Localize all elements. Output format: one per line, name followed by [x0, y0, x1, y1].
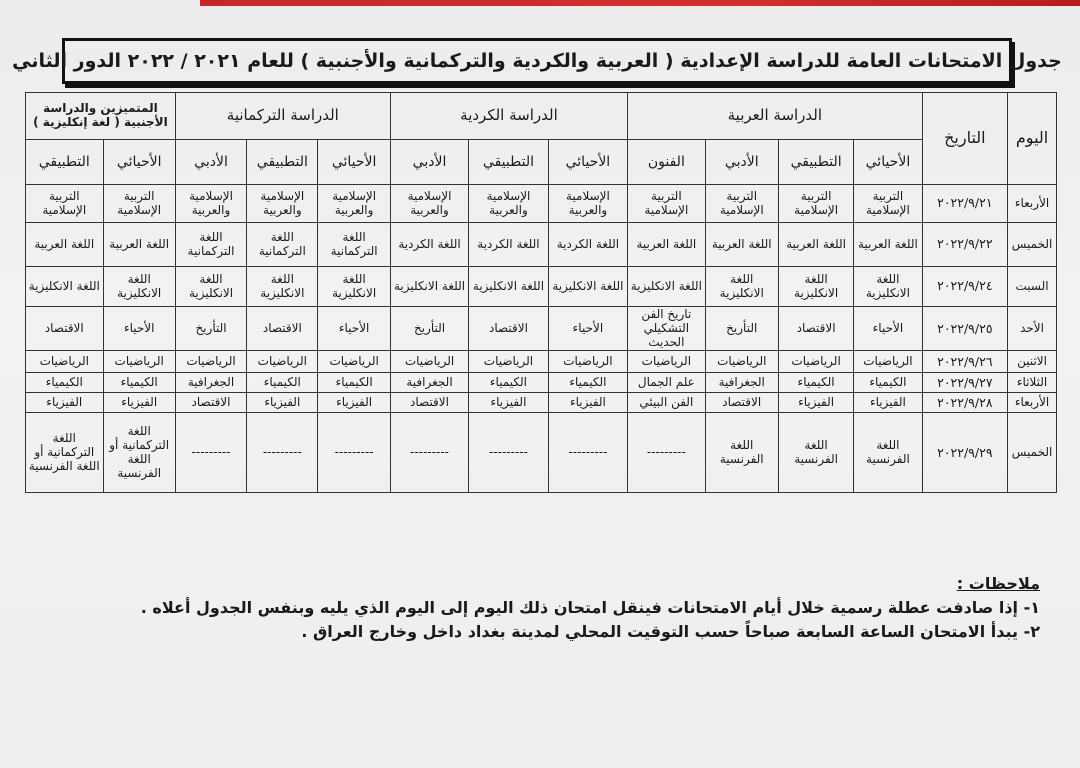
subject-cell: الإسلامية والعربية: [318, 185, 390, 223]
header-group-kurdish: الدراسة الكردية: [390, 93, 627, 140]
subject-cell: الفيزياء: [26, 393, 104, 413]
row-date: ٢٠٢٢/٩/٢٤: [922, 267, 1008, 307]
row-date: ٢٠٢٢/٩/٢٨: [922, 393, 1008, 413]
subject-cell: الفيزياء: [548, 393, 627, 413]
subject-cell: اللغة الكردية: [469, 223, 548, 267]
subject-cell: اللغة التركمانية: [247, 223, 318, 267]
header-branch: الأحيائي: [103, 140, 175, 185]
exam-schedule-table: [25, 92, 1057, 493]
subject-cell: الرياضيات: [318, 351, 390, 373]
subject-cell: اللغة الانكليزية: [103, 267, 175, 307]
subject-cell: اللغة الانكليزية: [175, 267, 246, 307]
subject-cell: الإسلامية والعربية: [390, 185, 468, 223]
subject-cell: الإسلامية والعربية: [247, 185, 318, 223]
subject-cell: اللغة الانكليزية: [778, 267, 853, 307]
subject-cell: التأريخ: [390, 307, 468, 351]
header-group-turkmen: الدراسة التركمانية: [175, 93, 390, 140]
subject-cell: الأحياء: [548, 307, 627, 351]
row-day: الاثنين: [1008, 351, 1057, 373]
document-title: جدول الامتحانات العامة للدراسة الإعدادية ( العربية والكردية والتركمانية والأجنبية ) للعام ٢٠٢١ / ٢٠٢٢ الدور الثاني: [62, 38, 1012, 84]
subject-cell: الاقتصاد: [390, 393, 468, 413]
header-group-arabic: الدراسة العربية: [628, 93, 922, 140]
subject-cell: الجغرافية: [705, 373, 778, 393]
subject-cell: ---------: [469, 413, 548, 493]
row-day: الخميس: [1008, 223, 1057, 267]
subject-cell: الرياضيات: [854, 351, 922, 373]
subject-cell: الكيمياء: [318, 373, 390, 393]
subject-cell: الرياضيات: [628, 351, 705, 373]
subject-cell: الاقتصاد: [175, 393, 246, 413]
subject-cell: ---------: [548, 413, 627, 493]
schedule-body: [26, 185, 1057, 493]
subject-cell: الرياضيات: [103, 351, 175, 373]
subject-cell: التربية الإسلامية: [778, 185, 853, 223]
subject-cell: الفيزياء: [778, 393, 853, 413]
subject-cell: الكيمياء: [854, 373, 922, 393]
subject-cell: اللغة الانكليزية: [854, 267, 922, 307]
subject-cell: الاقتصاد: [705, 393, 778, 413]
subject-cell: الفيزياء: [247, 393, 318, 413]
subject-cell: الاقتصاد: [26, 307, 104, 351]
subject-cell: الفيزياء: [469, 393, 548, 413]
subject-cell: علم الجمال: [628, 373, 705, 393]
table-row: [26, 223, 1057, 267]
header-day: اليوم: [1008, 93, 1057, 185]
subject-cell: الفيزياء: [103, 393, 175, 413]
subject-cell: الرياضيات: [548, 351, 627, 373]
subject-cell: الكيمياء: [548, 373, 627, 393]
header-row-groups: [26, 93, 1057, 140]
subject-cell: الكيمياء: [469, 373, 548, 393]
subject-cell: اللغة العربية: [103, 223, 175, 267]
header-branch: الأحيائي: [548, 140, 627, 185]
subject-cell: التربية الإسلامية: [26, 185, 104, 223]
subject-cell: اللغة العربية: [628, 223, 705, 267]
subject-cell: الكيمياء: [103, 373, 175, 393]
header-branch: الأدبي: [390, 140, 468, 185]
subject-cell: ---------: [318, 413, 390, 493]
subject-cell: الرياضيات: [778, 351, 853, 373]
row-date: ٢٠٢٢/٩/٢١: [922, 185, 1008, 223]
row-date: ٢٠٢٢/٩/٢٦: [922, 351, 1008, 373]
subject-cell: الاقتصاد: [247, 307, 318, 351]
table-row: [26, 373, 1057, 393]
header-branch: الفنون: [628, 140, 705, 185]
subject-cell: الإسلامية والعربية: [175, 185, 246, 223]
subject-cell: اللغة الانكليزية: [705, 267, 778, 307]
table-row: [26, 351, 1057, 373]
row-day: السبت: [1008, 267, 1057, 307]
subject-cell: الكيمياء: [26, 373, 104, 393]
subject-cell: الاقتصاد: [469, 307, 548, 351]
subject-cell: اللغة التركمانية: [318, 223, 390, 267]
subject-cell: اللغة العربية: [26, 223, 104, 267]
header-branch: التطبيقي: [26, 140, 104, 185]
subject-cell: اللغة العربية: [854, 223, 922, 267]
subject-cell: اللغة الكردية: [390, 223, 468, 267]
subject-cell: الرياضيات: [175, 351, 246, 373]
header-branch: الأحيائي: [854, 140, 922, 185]
subject-cell: الفيزياء: [318, 393, 390, 413]
subject-cell: الرياضيات: [469, 351, 548, 373]
note-item: ١- إذا صادفت عطلة رسمية خلال أيام الامتحانات فينقل امتحان ذلك اليوم إلى اليوم الذي يليه وبنفس الجدول أعلاه .: [140, 598, 1040, 617]
subject-cell: اللغة الانكليزية: [318, 267, 390, 307]
subject-cell: الأحياء: [854, 307, 922, 351]
row-day: الثلاثاء: [1008, 373, 1057, 393]
table-row: [26, 393, 1057, 413]
row-date: ٢٠٢٢/٩/٢٩: [922, 413, 1008, 493]
table-row: [26, 307, 1057, 351]
header-branch: التطبيقي: [247, 140, 318, 185]
subject-cell: الفن البيئي: [628, 393, 705, 413]
subject-cell: اللغة الفرنسية: [705, 413, 778, 493]
header-branch: الأدبي: [705, 140, 778, 185]
subject-cell: التأريخ: [175, 307, 246, 351]
subject-cell: الجغرافية: [175, 373, 246, 393]
subject-cell: اللغة الانكليزية: [26, 267, 104, 307]
subject-cell: اللغة الكردية: [548, 223, 627, 267]
header-branch: التطبيقي: [469, 140, 548, 185]
subject-cell: الإسلامية والعربية: [469, 185, 548, 223]
row-day: الأربعاء: [1008, 185, 1057, 223]
table-row: [26, 413, 1057, 493]
table-row: [26, 185, 1057, 223]
note-item: ٢- يبدأ الامتحان الساعة السابعة صباحاً حسب التوقيت المحلي لمدينة بغداد داخل وخارج العراق .: [301, 622, 1040, 641]
header-branch: الأدبي: [175, 140, 246, 185]
subject-cell: الاقتصاد: [778, 307, 853, 351]
subject-cell: التأريخ: [705, 307, 778, 351]
subject-cell: اللغة الانكليزية: [390, 267, 468, 307]
header-branch: الأحيائي: [318, 140, 390, 185]
row-date: ٢٠٢٢/٩/٢٢: [922, 223, 1008, 267]
subject-cell: ---------: [390, 413, 468, 493]
red-border-strip: [200, 0, 1080, 6]
subject-cell: الرياضيات: [390, 351, 468, 373]
subject-cell: الرياضيات: [705, 351, 778, 373]
row-day: الأربعاء: [1008, 393, 1057, 413]
subject-cell: التربية الإسلامية: [103, 185, 175, 223]
subject-cell: اللغة العربية: [705, 223, 778, 267]
subject-cell: الجغرافية: [390, 373, 468, 393]
subject-cell: الأحياء: [318, 307, 390, 351]
subject-cell: التربية الإسلامية: [705, 185, 778, 223]
subject-cell: الرياضيات: [247, 351, 318, 373]
row-day: الأحد: [1008, 307, 1057, 351]
subject-cell: التربية الإسلامية: [628, 185, 705, 223]
subject-cell: التربية الإسلامية: [854, 185, 922, 223]
row-date: ٢٠٢٢/٩/٢٥: [922, 307, 1008, 351]
subject-cell: اللغة التركمانية أو اللغة الفرنسية: [103, 413, 175, 493]
subject-cell: تاريخ الفن التشكيلي الحديث: [628, 307, 705, 351]
header-group-foreign: المتميزين والدراسة الأجنبية ( لغة إنكليزية ): [26, 93, 176, 140]
subject-cell: اللغة الفرنسية: [778, 413, 853, 493]
subject-cell: اللغة التركمانية أو اللغة الفرنسية: [26, 413, 104, 493]
subject-cell: اللغة الانكليزية: [247, 267, 318, 307]
subject-cell: ---------: [247, 413, 318, 493]
table-row: [26, 267, 1057, 307]
header-row-branches: [26, 140, 1057, 185]
notes-section: [140, 572, 1040, 644]
subject-cell: الرياضيات: [26, 351, 104, 373]
header-branch: التطبيقي: [778, 140, 853, 185]
subject-cell: اللغة الانكليزية: [628, 267, 705, 307]
row-day: الخميس: [1008, 413, 1057, 493]
subject-cell: ---------: [175, 413, 246, 493]
subject-cell: اللغة الانكليزية: [548, 267, 627, 307]
subject-cell: الفيزياء: [854, 393, 922, 413]
subject-cell: اللغة العربية: [778, 223, 853, 267]
subject-cell: ---------: [628, 413, 705, 493]
subject-cell: الإسلامية والعربية: [548, 185, 627, 223]
notes-title: ملاحظات :: [956, 574, 1040, 593]
subject-cell: الكيمياء: [247, 373, 318, 393]
subject-cell: الأحياء: [103, 307, 175, 351]
subject-cell: الكيمياء: [778, 373, 853, 393]
header-date: التاريخ: [922, 93, 1008, 185]
row-date: ٢٠٢٢/٩/٢٧: [922, 373, 1008, 393]
subject-cell: اللغة الانكليزية: [469, 267, 548, 307]
subject-cell: اللغة التركمانية: [175, 223, 246, 267]
subject-cell: اللغة الفرنسية: [854, 413, 922, 493]
